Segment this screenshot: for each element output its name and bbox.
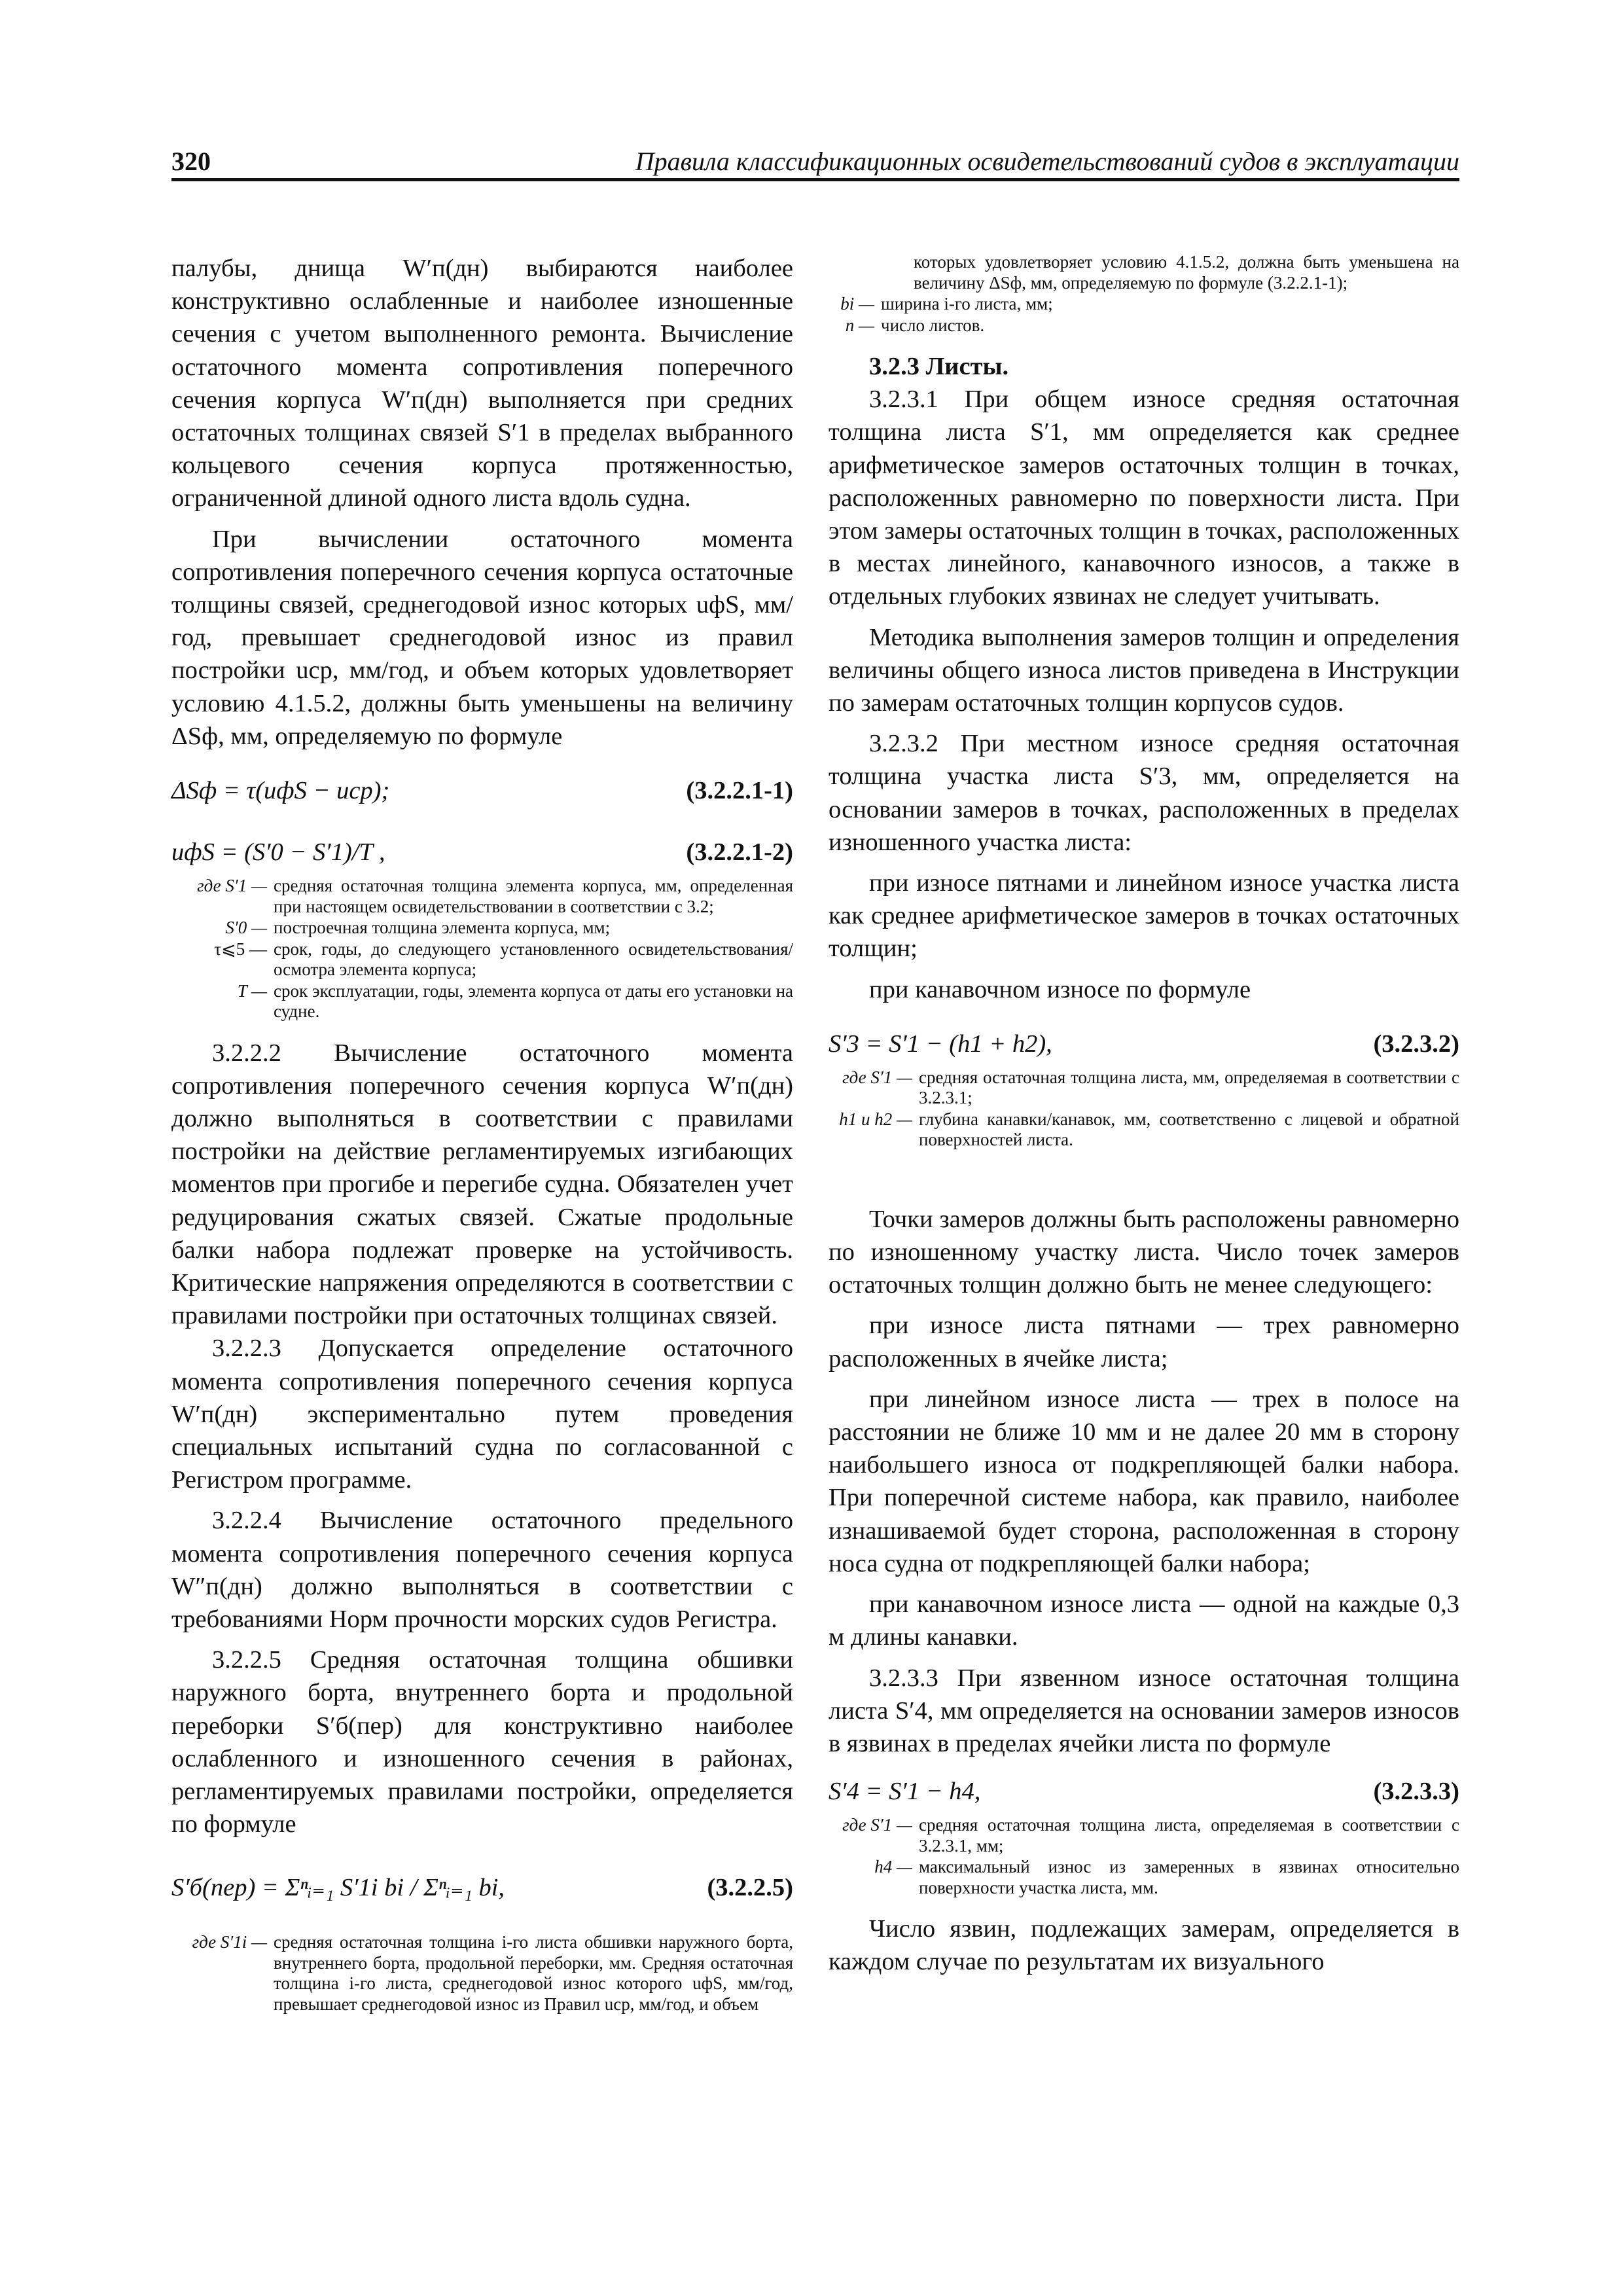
paragraph: палубы, днища W′п(дн) выбираются наиболее конструктивно ослабленные и наиболее изношенные сечения с учетом выполненного ремонта. Вычисление остаточного момента сопротивления поперечного сечения корпуса W′п(дн) выполняется при средних остаточных толщинах связей S′1 в пределах выбранного кольцевого сечения корпуса протяженностью, ограниченной длиной одного листа вдоль судна. — [171, 255, 793, 512]
paragraph-3-2-2-5: 3.2.2.5 Средняя остаточная толщина обшивки наружного борта, внутреннего борта и продольной переборки S′б(пер) для конструктивно наиболее ослабленного и изношенного сечения в районах, регламентируемых правилами постройки, определяется по формуле — [171, 1646, 793, 1839]
definition-text: средняя остаточная толщина листа, определяемая в соответствии с 3.2.3.1, мм; — [919, 1815, 1459, 1856]
paragraph: Методика выполнения замеров толщин и определения величины общего износа листов приведена в Инструкции по замерам остаточных толщин корпусов судов. — [829, 623, 1459, 717]
right-column — [829, 252, 1459, 1979]
formula-expression: S′3 = S′1 − (h1 + h2), — [829, 1030, 1052, 1058]
definitions-list — [171, 1932, 793, 2015]
definition — [829, 1815, 1459, 1856]
definition — [171, 1932, 793, 2015]
paragraph: при линейном износе листа — трех в полосе на расстоянии не ближе 10 мм и не далее 20 мм в сторону наибольшего износа от подкрепляющей балки набора. При поперечной системе набора, как правило, наиболее изнашиваемой будет сторона, расположенная в сторону носа судна от подкрепляющей балки набора; — [829, 1385, 1459, 1577]
definition — [829, 294, 1459, 315]
header-rule — [171, 178, 1459, 181]
definition-symbol: h4 — — [874, 1857, 912, 1877]
definition-symbol: τ⩽5 — — [214, 939, 267, 959]
definition — [171, 918, 793, 939]
definition — [171, 939, 793, 980]
definition-symbol: где S′1i — — [192, 1932, 267, 1952]
definition-text: срок, годы, до следующего установленного освидетельствования/осмотра элемента корпуса; — [274, 939, 793, 980]
page-number: 320 — [171, 147, 211, 176]
paragraph: Число язвин, подлежащих замерам, определяется в каждом случае по результатам их визуального — [829, 1915, 1459, 1976]
running-title: Правила классификационных освидетельствований судов в эксплуатации — [635, 147, 1459, 176]
formula-3-2-2-1-1 — [171, 772, 793, 809]
definition — [829, 1857, 1459, 1898]
page-header — [171, 145, 1459, 179]
definition-symbol: T — — [237, 980, 267, 1001]
formula-expression: ΔSф = τ(uфS − uср); — [171, 777, 390, 805]
formula-number: (3.2.2.1-2) — [686, 838, 793, 867]
definition-symbol: где S′1 — — [842, 1067, 912, 1087]
paragraph: Точки замеров должны быть расположены равномерно по изношенному участку листа. Число точек замеров остаточных толщин должно быть не менее следующего: — [829, 1205, 1459, 1299]
definition-text: срок эксплуатации, годы, элемента корпуса от даты его установки на судне. — [274, 980, 793, 1022]
paragraph-3-2-2-4: 3.2.2.4 Вычисление остаточного предельного момента сопротивления поперечного сечения корпуса W″п(дн) должно выполняться в соответствии с требованиями Норм прочности морских судов Регистра. — [171, 1507, 793, 1633]
definition-symbol: S′0 — — [225, 918, 267, 938]
formula-expression: S′4 = S′1 − h4, — [829, 1778, 981, 1806]
definition — [829, 1067, 1459, 1109]
definition-text: средняя остаточная толщина i-го листа обшивки наружного борта, внутреннего борта, продольной переборки, мм. Средняя остаточная толщина i-го листа, среднегодовой износ которого uфS, мм/год, превышает среднегодовой износ из Правил uср, мм/год, и объем — [274, 1932, 793, 2014]
paragraph: при канавочном износе по формуле — [869, 975, 1251, 1003]
definitions-list — [829, 1067, 1459, 1151]
formula-expression: S′б(пер) = Σⁿᵢ₌₁ S′1i bi / Σⁿᵢ₌₁ bi, — [171, 1874, 505, 1902]
definition-symbol: bi — — [840, 294, 874, 314]
paragraph: при канавочном износе листа — одной на каждые 0,3 м длины канавки. — [829, 1590, 1459, 1651]
definition-text: средняя остаточная толщина листа, мм, определяемая в соответствии с 3.2.3.1; — [919, 1067, 1459, 1108]
definition — [829, 1109, 1459, 1151]
paragraph: при износе листа пятнами — трех равномерно расположенных в ячейке листа; — [829, 1312, 1459, 1372]
definition-symbol: n — — [845, 315, 874, 335]
paragraph: При вычислении остаточного момента сопротивления поперечного сечения корпуса остаточные толщины связей, среднегодовой износ которых uфS, мм/год, превышает среднегодовой износ из правил постройки uср, мм/год, и объем которых удовлетворяет условию 4.1.5.2, должны быть уменьшены на величину ΔSф, мм, определяемую по формуле — [171, 525, 793, 750]
definition — [829, 315, 1459, 336]
definition-text: максимальный износ из замеренных в язвинах относительно поверхности участка листа, мм. — [919, 1857, 1459, 1897]
definition-text: построечная толщина элемента корпуса, мм; — [274, 918, 611, 938]
formula-3-2-2-1-2 — [171, 834, 793, 870]
formula-3-2-2-5 — [171, 1860, 793, 1915]
definitions-list — [171, 876, 793, 1022]
definition — [171, 981, 793, 1022]
formula-3-2-3-3 — [829, 1773, 1459, 1810]
paragraph-3-2-3-1: 3.2.3.1 При общем износе средняя остаточная толщина листа S′1, мм определяется как среднее арифметическое замеров остаточных толщин в точках, расположенных равномерно по поверхности листа. При этом замеры остаточных толщин в точках, расположенных в местах линейного, канавочного износов, а также в отдельных глубоких язвинах не следует учитывать. — [829, 386, 1459, 611]
definition-text: средняя остаточная толщина элемента корпуса, мм, определенная при настоящем освидетельствовании в соответствии с 3.2; — [274, 876, 793, 916]
formula-number: (3.2.2.5) — [707, 1874, 793, 1902]
definition-text: которых удовлетворяет условию 4.1.5.2, должна быть уменьшена на величину ΔSф, мм, определяемую по формуле (3.2.2.1-1); — [914, 252, 1459, 293]
definition — [829, 252, 1459, 293]
definition-symbol: где S′1 — — [197, 876, 267, 896]
formula-number: (3.2.2.1-1) — [686, 777, 793, 805]
definition-text: число листов. — [881, 315, 985, 335]
left-column — [171, 252, 793, 2021]
formula-3-2-3-2 — [829, 1026, 1459, 1062]
paragraph: при износе пятнами и линейном износе участка листа как среднее арифметическое замеров в точках остаточных толщин; — [829, 869, 1459, 963]
formula-number: (3.2.3.2) — [1373, 1030, 1459, 1058]
paragraph-3-2-3-3: 3.2.3.3 При язвенном износе остаточная толщина листа S′4, мм определяется на основании замеров износов в язвинах в пределах ячейки листа по формуле — [829, 1664, 1459, 1757]
paragraph-3-2-2-2: 3.2.2.2 Вычисление остаточного момента сопротивления поперечного сечения корпуса W′п(дн) должно выполняться в соответствии с правилами постройки на действие регламентируемых изгибающих моментов при прогибе и перегибе судна. Обязателен учет редуцирования сжатых связей. Сжатые продольные балки набора подлежат проверке на устойчивость. Критические напряжения определяются в соответствии с правилами постройки при остаточных толщинах связей. — [171, 1039, 793, 1330]
definition-text: глубина канавки/канавок, мм, соответственно с лицевой и обратной поверхностей листа. — [919, 1109, 1459, 1150]
section-heading: 3.2.3 Листы. — [869, 353, 1009, 380]
definition-symbol: где S′1 — — [842, 1815, 912, 1835]
definition-symbol: h1 и h2 — — [839, 1109, 912, 1129]
paragraph-3-2-3-2: 3.2.3.2 При местном износе средняя остаточная толщина участка листа S′3, мм, определяется на основании замеров в точках, расположенных в пределах изношенного участка листа: — [829, 730, 1459, 856]
formula-expression: uфS = (S′0 − S′1)/T , — [171, 838, 385, 867]
formula-number: (3.2.3.3) — [1373, 1778, 1459, 1806]
definition-text: ширина i-го листа, мм; — [881, 294, 1053, 314]
definition — [171, 876, 793, 917]
paragraph-3-2-2-3: 3.2.2.3 Допускается определение остаточного момента сопротивления поперечного сечения корпуса W′п(дн) экспериментально путем проведения специальных испытаний судна по согласованной с Регистром программе. — [171, 1335, 793, 1494]
definitions-list — [829, 1815, 1459, 1898]
definitions-list — [829, 252, 1459, 336]
